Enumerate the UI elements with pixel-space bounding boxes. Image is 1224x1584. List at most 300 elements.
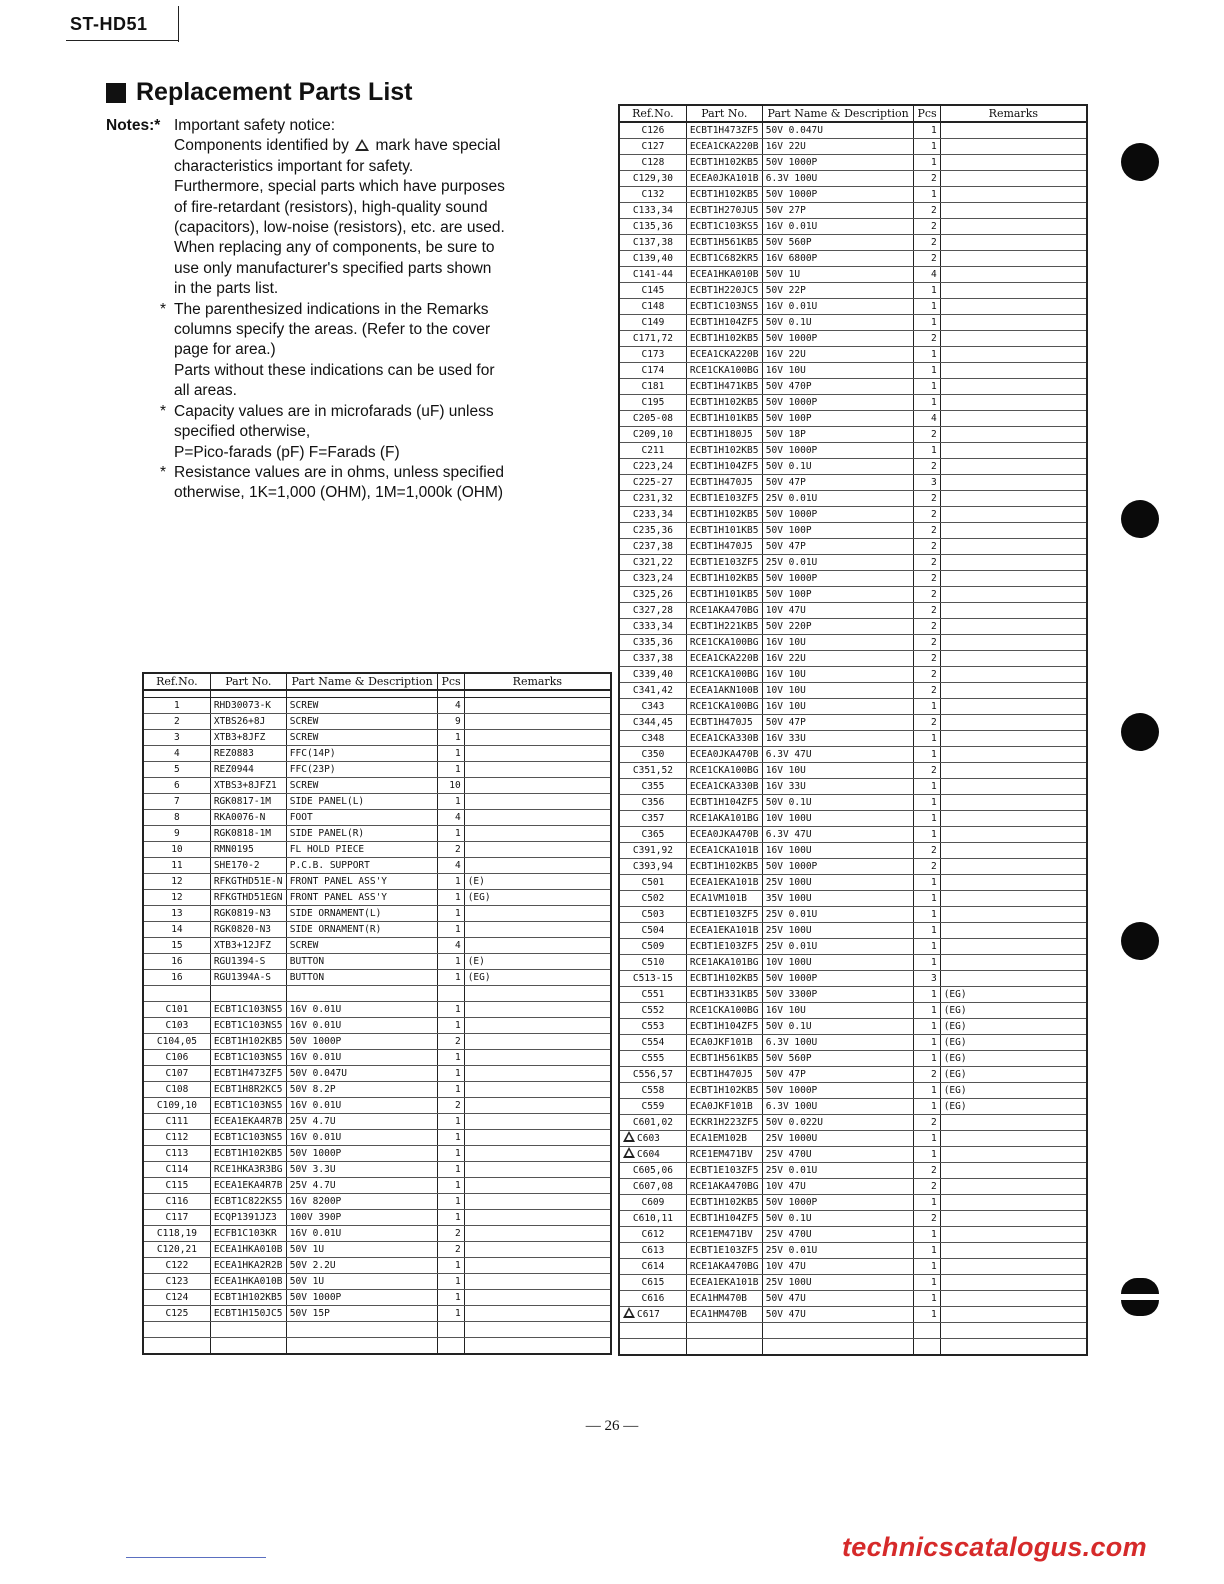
cell-description: 50V 1U	[286, 1274, 438, 1290]
cell-part-no: REZ0883	[210, 746, 286, 762]
cell-ref: C108	[143, 1082, 210, 1098]
cell-part-no: ECEA0JKA470B	[686, 827, 762, 843]
cell-part-no: ECBT1H470J5	[686, 539, 762, 555]
cell-ref: C120,21	[143, 1242, 210, 1258]
table-row	[143, 794, 611, 810]
cell-pcs: 1	[914, 1099, 940, 1115]
cell-remarks: (EG)	[940, 1035, 1087, 1051]
table-row	[143, 778, 611, 794]
cell-pcs: 1	[438, 1194, 464, 1210]
table-row	[143, 874, 611, 890]
table-row	[619, 987, 1087, 1003]
cell-part-no: ECA1HM470B	[686, 1291, 762, 1307]
cell-ref: C211	[619, 443, 686, 459]
cell-part-no: ECBT1E103ZF5	[686, 1163, 762, 1179]
cell-remarks	[940, 923, 1087, 939]
note-line: (capacitors), low-noise (resistors), etc. are used.	[174, 219, 505, 237]
cell-part-no: RCE1CKA100BG	[686, 363, 762, 379]
note-line: Components identified by mark have special	[174, 137, 501, 155]
registration-dot-4	[1121, 922, 1159, 960]
table-row	[619, 475, 1087, 491]
cell-pcs: 1	[438, 1002, 464, 1018]
table-row	[619, 1163, 1087, 1179]
cell-remarks	[464, 1210, 611, 1226]
cell-description: 16V 0.01U	[762, 219, 914, 235]
cell-description: 25V 1000U	[762, 1131, 914, 1147]
cell-ref: C126	[619, 122, 686, 139]
table-row	[619, 955, 1087, 971]
cell-ref: C223,24	[619, 459, 686, 475]
cell-remarks	[940, 203, 1087, 219]
cell-description: 50V 8.2P	[286, 1082, 438, 1098]
cell-pcs: 1	[914, 1275, 940, 1291]
cell-remarks	[940, 619, 1087, 635]
table-row	[619, 315, 1087, 331]
cell-part-no: ECBT1H102KB5	[686, 507, 762, 523]
cell-part-no: ECEA1CKA330B	[686, 779, 762, 795]
cell-part-no: ECBT1H102KB5	[686, 1195, 762, 1211]
cell-pcs: 1	[438, 890, 464, 906]
cell-description: 6.3V 100U	[762, 1035, 914, 1051]
cell-description: 50V 47P	[762, 475, 914, 491]
cell-part-no: RCE1HKA3R3BG	[210, 1162, 286, 1178]
cell-remarks	[464, 1034, 611, 1050]
cell-part-no: ECBT1H220JC5	[686, 283, 762, 299]
cell-pcs: 2	[914, 427, 940, 443]
cell-remarks	[940, 475, 1087, 491]
cell-remarks	[464, 810, 611, 826]
cell-remarks: (EG)	[940, 1003, 1087, 1019]
table-row	[619, 1051, 1087, 1067]
cell-remarks	[940, 539, 1087, 555]
col-desc: Part Name & Description	[762, 105, 914, 122]
table-row	[619, 1179, 1087, 1195]
cell-remarks	[940, 1227, 1087, 1243]
cell-remarks: (EG)	[464, 890, 611, 906]
cell-ref: 9	[143, 826, 210, 842]
cell-description: 16V 0.01U	[286, 1130, 438, 1146]
cell-description: 10V 100U	[762, 955, 914, 971]
cell-ref: C181	[619, 379, 686, 395]
table-row	[143, 1162, 611, 1178]
cell-remarks	[940, 763, 1087, 779]
cell-remarks	[940, 1131, 1087, 1147]
cell-ref: C101	[143, 1002, 210, 1018]
cell-remarks	[940, 379, 1087, 395]
cell-description: 6.3V 47U	[762, 747, 914, 763]
note-line: * Capacity values are in microfarads (uF) unless	[160, 402, 494, 420]
cell-part-no: ECBT1H150JC5	[210, 1306, 286, 1322]
cell-ref: C616	[619, 1291, 686, 1307]
cell-remarks	[940, 1179, 1087, 1195]
cell-description: 50V 1000P	[762, 1083, 914, 1099]
cell-pcs: 4	[438, 698, 464, 714]
cell-ref: 2	[143, 714, 210, 730]
cell-description: 16V 8200P	[286, 1194, 438, 1210]
cell-remarks	[464, 938, 611, 954]
cell-pcs: 1	[438, 1210, 464, 1226]
cell-pcs: 1	[438, 1274, 464, 1290]
cell-description: 50V 100P	[762, 411, 914, 427]
table-row	[143, 1002, 611, 1018]
cell-pcs: 2	[438, 1034, 464, 1050]
cell-ref: 5	[143, 762, 210, 778]
parts-table-left	[142, 672, 612, 1355]
note-line: characteristics important for safety.	[174, 157, 414, 175]
table-row	[619, 571, 1087, 587]
cell-pcs: 2	[914, 1115, 940, 1131]
table-row	[143, 938, 611, 954]
cell-ref: 12	[143, 890, 210, 906]
cell-description: 50V 2.2U	[286, 1258, 438, 1274]
cell-part-no: ECEA1HKA010B	[686, 267, 762, 283]
cell-description: 50V 0.022U	[762, 1115, 914, 1131]
header-rule	[178, 6, 179, 42]
cell-part-no: RCE1AKA470BG	[686, 1259, 762, 1275]
cell-part-no: XTBS26+8J	[210, 714, 286, 730]
cell-pcs: 1	[914, 747, 940, 763]
cell-remarks	[940, 587, 1087, 603]
cell-remarks	[464, 906, 611, 922]
cell-pcs: 2	[438, 1242, 464, 1258]
table-row	[143, 1178, 611, 1194]
page-number: — 26 —	[585, 1418, 639, 1434]
cell-part-no: ECBT1H102KB5	[686, 971, 762, 987]
cell-pcs: 2	[914, 459, 940, 475]
cell-ref: C558	[619, 1083, 686, 1099]
cell-description: 50V 1000P	[762, 155, 914, 171]
cell-ref: C617	[619, 1307, 686, 1323]
cell-part-no: RCE1AKA101BG	[686, 811, 762, 827]
cell-pcs: 2	[914, 587, 940, 603]
cell-ref: C559	[619, 1099, 686, 1115]
cell-ref: 1	[143, 698, 210, 714]
cell-part-no: ECBT1C682KR5	[686, 251, 762, 267]
table-row	[619, 155, 1087, 171]
cell-remarks: (EG)	[940, 1051, 1087, 1067]
cell-description: SIDE PANEL(L)	[286, 794, 438, 810]
cell-part-no: RFKGTHD51E-N	[210, 874, 286, 890]
cell-pcs: 1	[438, 826, 464, 842]
cell-remarks	[464, 794, 611, 810]
cell-description: 10V 47U	[762, 603, 914, 619]
cell-pcs: 3	[914, 971, 940, 987]
cell-remarks	[940, 939, 1087, 955]
cell-ref: C137,38	[619, 235, 686, 251]
cell-description: 16V 10U	[762, 1003, 914, 1019]
notes-label: Notes:*	[106, 117, 161, 134]
cell-description: 50V 47U	[762, 1307, 914, 1323]
cell-part-no: ECBT1C103KS5	[686, 219, 762, 235]
cell-description: 25V 0.01U	[762, 939, 914, 955]
cell-part-no: ECBT1C103NS5	[210, 1050, 286, 1066]
table-row	[619, 203, 1087, 219]
cell-pcs: 1	[438, 970, 464, 986]
cell-description: 10V 100U	[762, 811, 914, 827]
cell-part-no	[210, 986, 286, 1002]
cell-remarks	[940, 427, 1087, 443]
cell-ref: C356	[619, 795, 686, 811]
table-row	[619, 1035, 1087, 1051]
table-row	[143, 1130, 611, 1146]
cell-pcs	[438, 1338, 464, 1355]
cell-ref: 11	[143, 858, 210, 874]
cell-part-no: ECKR1H223ZF5	[686, 1115, 762, 1131]
cell-description: SIDE ORNAMENT(R)	[286, 922, 438, 938]
cell-pcs: 2	[914, 715, 940, 731]
cell-pcs: 1	[438, 922, 464, 938]
cell-remarks	[940, 459, 1087, 475]
cell-pcs: 1	[438, 1146, 464, 1162]
cell-pcs: 1	[438, 1018, 464, 1034]
cell-remarks	[464, 1146, 611, 1162]
table-row	[619, 1211, 1087, 1227]
note-line: P=Pico-farads (pF) F=Farads (F)	[174, 443, 400, 461]
table-row	[619, 699, 1087, 715]
cell-part-no: ECBT1H331KB5	[686, 987, 762, 1003]
cell-pcs: 1	[914, 699, 940, 715]
cell-description: BUTTON	[286, 954, 438, 970]
cell-description: 50V 0.1U	[762, 459, 914, 475]
cell-description: 25V 470U	[762, 1227, 914, 1243]
cell-ref: C604	[619, 1147, 686, 1163]
cell-ref: C129,30	[619, 171, 686, 187]
cell-remarks	[464, 1098, 611, 1114]
table-row	[619, 1147, 1087, 1163]
cell-ref: C335,36	[619, 635, 686, 651]
cell-remarks	[940, 555, 1087, 571]
cell-part-no: ECEA1HKA2R2B	[210, 1258, 286, 1274]
cell-part-no: ECBT1C103NS5	[210, 1002, 286, 1018]
watermark-link[interactable]: technicscatalogus.com	[842, 1532, 1147, 1562]
cell-part-no: ECBT1H104ZF5	[686, 795, 762, 811]
cell-remarks	[464, 842, 611, 858]
cell-ref: 16	[143, 954, 210, 970]
table-row	[619, 763, 1087, 779]
table-row	[619, 891, 1087, 907]
cell-ref: C603	[619, 1131, 686, 1147]
cell-pcs: 1	[438, 1082, 464, 1098]
cell-pcs: 1	[914, 315, 940, 331]
cell-description: 50V 47P	[762, 539, 914, 555]
cell-pcs: 1	[914, 395, 940, 411]
cell-pcs: 2	[914, 1163, 940, 1179]
cell-part-no: RCE1AKA101BG	[686, 955, 762, 971]
cell-pcs	[438, 986, 464, 1002]
cell-remarks	[940, 347, 1087, 363]
cell-part-no	[210, 1322, 286, 1338]
cell-ref: C605,06	[619, 1163, 686, 1179]
table-row	[619, 379, 1087, 395]
cell-ref: C124	[143, 1290, 210, 1306]
cell-pcs: 2	[914, 555, 940, 571]
cell-part-no: ECBT1H101KB5	[686, 411, 762, 427]
cell-pcs: 1	[914, 1291, 940, 1307]
table-row	[619, 635, 1087, 651]
cell-description: 50V 1000P	[286, 1034, 438, 1050]
table-row	[619, 219, 1087, 235]
table-row	[143, 890, 611, 906]
cell-description: 50V 0.1U	[762, 315, 914, 331]
table-row	[619, 555, 1087, 571]
cell-part-no: RCE1CKA100BG	[686, 763, 762, 779]
cell-part-no: ECEA1HKA010B	[210, 1242, 286, 1258]
cell-part-no: ECBT1H104ZF5	[686, 315, 762, 331]
cell-pcs: 2	[914, 1179, 940, 1195]
table-row	[143, 1274, 611, 1290]
cell-description: FFC(23P)	[286, 762, 438, 778]
table-row	[619, 299, 1087, 315]
table-row	[619, 363, 1087, 379]
cell-pcs: 1	[914, 907, 940, 923]
table-row	[619, 939, 1087, 955]
table-row	[619, 1323, 1087, 1339]
cell-remarks	[940, 811, 1087, 827]
cell-part-no: ECBT1C103NS5	[210, 1130, 286, 1146]
table-row	[619, 507, 1087, 523]
cell-part-no: RCE1EM471BV	[686, 1227, 762, 1243]
cell-remarks	[464, 698, 611, 714]
cell-description: 16V 22U	[762, 651, 914, 667]
cell-part-no: ECQP1391JZ3	[210, 1210, 286, 1226]
cell-description: 16V 33U	[762, 779, 914, 795]
cell-description: 16V 0.01U	[286, 1050, 438, 1066]
cell-remarks	[940, 523, 1087, 539]
cell-pcs: 1	[438, 1290, 464, 1306]
cell-part-no: ECBT1H270JU5	[686, 203, 762, 219]
cell-description: 25V 0.01U	[762, 907, 914, 923]
cell-description: SCREW	[286, 778, 438, 794]
cell-remarks	[940, 251, 1087, 267]
cell-ref: C174	[619, 363, 686, 379]
cell-remarks	[940, 1275, 1087, 1291]
cell-pcs: 1	[438, 762, 464, 778]
cell-description: 16V 10U	[762, 699, 914, 715]
table-row	[619, 347, 1087, 363]
col-part: Part No.	[686, 105, 762, 122]
cell-pcs: 1	[914, 827, 940, 843]
cell-description: 50V 220P	[762, 619, 914, 635]
cell-remarks	[464, 730, 611, 746]
cell-part-no: ECBT1H102KB5	[686, 1083, 762, 1099]
cell-remarks	[464, 1082, 611, 1098]
cell-pcs: 2	[914, 683, 940, 699]
cell-ref: C321,22	[619, 555, 686, 571]
cell-pcs: 2	[914, 763, 940, 779]
col-ref: Ref.No.	[619, 105, 686, 122]
cell-pcs: 3	[914, 475, 940, 491]
cell-remarks: (E)	[464, 954, 611, 970]
cell-description: 50V 560P	[762, 235, 914, 251]
table-row	[143, 1066, 611, 1082]
cell-ref: C118,19	[143, 1226, 210, 1242]
cell-remarks	[940, 699, 1087, 715]
cell-ref: C117	[143, 1210, 210, 1226]
cell-ref: C109,10	[143, 1098, 210, 1114]
cell-remarks	[940, 859, 1087, 875]
cell-pcs: 2	[438, 1226, 464, 1242]
cell-remarks	[940, 411, 1087, 427]
cell-description: 50V 1U	[762, 267, 914, 283]
cell-remarks	[940, 795, 1087, 811]
cell-remarks	[464, 1066, 611, 1082]
cell-remarks	[940, 299, 1087, 315]
cell-remarks	[940, 1307, 1087, 1323]
cell-part-no: ECBT1E103ZF5	[686, 1243, 762, 1259]
cell-pcs: 1	[914, 1131, 940, 1147]
table-row	[143, 842, 611, 858]
cell-ref: C614	[619, 1259, 686, 1275]
cell-part-no: ECBT1H102KB5	[210, 1146, 286, 1162]
cell-remarks	[464, 1050, 611, 1066]
cell-ref: C504	[619, 923, 686, 939]
cell-part-no: ECBT1H473ZF5	[686, 122, 762, 139]
table-row	[143, 1018, 611, 1034]
table-row	[143, 1146, 611, 1162]
cell-description: 16V 22U	[762, 347, 914, 363]
cell-part-no	[210, 1338, 286, 1355]
cell-part-no: ECEA1EKA101B	[686, 923, 762, 939]
cell-pcs: 4	[914, 411, 940, 427]
cell-ref: C171,72	[619, 331, 686, 347]
cell-remarks	[940, 667, 1087, 683]
note-line: Parts without these indications can be used for	[174, 361, 495, 379]
table-row	[143, 714, 611, 730]
cell-ref: C503	[619, 907, 686, 923]
cell-description: 16V 0.01U	[762, 299, 914, 315]
parts-table-right	[618, 104, 1088, 1356]
table-row	[619, 1019, 1087, 1035]
cell-part-no: ECBT1H101KB5	[686, 587, 762, 603]
cell-ref: C341,42	[619, 683, 686, 699]
cell-description: 16V 0.01U	[286, 1002, 438, 1018]
cell-part-no	[686, 1339, 762, 1356]
note-line: page for area.)	[174, 341, 276, 359]
table-row	[619, 619, 1087, 635]
table-row	[619, 683, 1087, 699]
cell-part-no: ECBT1H471KB5	[686, 379, 762, 395]
table-row	[619, 283, 1087, 299]
cell-pcs: 2	[914, 219, 940, 235]
cell-remarks	[940, 971, 1087, 987]
title-square-icon	[106, 83, 126, 103]
cell-ref: C613	[619, 1243, 686, 1259]
cell-description: 6.3V 100U	[762, 1099, 914, 1115]
cell-description: 100V 390P	[286, 1210, 438, 1226]
cell-part-no: ECBT1H180J5	[686, 427, 762, 443]
cell-ref: C337,38	[619, 651, 686, 667]
cell-part-no	[686, 1323, 762, 1339]
cell-remarks	[940, 747, 1087, 763]
cell-part-no: RCE1AKA470BG	[686, 603, 762, 619]
cell-ref: C509	[619, 939, 686, 955]
cell-pcs: 1	[438, 954, 464, 970]
cell-part-no: RGK0820-N3	[210, 922, 286, 938]
cell-ref: C132	[619, 187, 686, 203]
cell-ref: C114	[143, 1162, 210, 1178]
cell-part-no: ECBT1E103ZF5	[686, 491, 762, 507]
cell-remarks	[940, 1291, 1087, 1307]
cell-ref: C513-15	[619, 971, 686, 987]
cell-ref: C122	[143, 1258, 210, 1274]
cell-ref: C325,26	[619, 587, 686, 603]
cell-remarks	[940, 139, 1087, 155]
note-line: When replacing any of components, be sure to	[174, 239, 495, 257]
cell-pcs: 1	[914, 955, 940, 971]
table-row	[143, 1290, 611, 1306]
cell-remarks	[464, 714, 611, 730]
table-row	[619, 875, 1087, 891]
